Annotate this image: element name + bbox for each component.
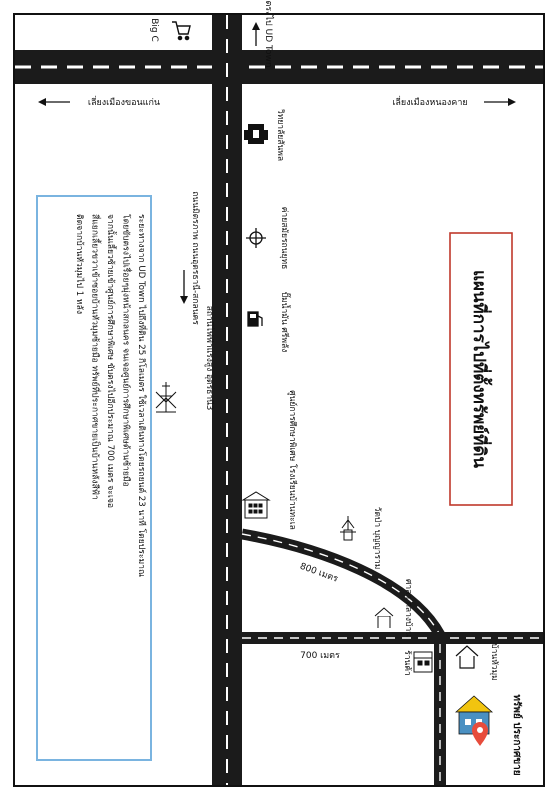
shop-label: ร้านค้า [402, 650, 412, 676]
khonkaen-direction [40, 95, 160, 108]
highway-road [15, 50, 543, 84]
big-c-landmark [149, 18, 190, 42]
location-pin-icon [472, 722, 488, 746]
road-name-label: ถนนมิตรภาพ ถนนอุดรธานี-สกลนคร [190, 191, 200, 325]
shop-icon [414, 652, 432, 672]
directions-line: ติดจากบ้านหัวมุมไป 1 หลัง [74, 214, 84, 315]
corner-house-label: บ้านหัวมุม [489, 643, 499, 681]
property-lane [434, 632, 446, 785]
house-icon [456, 646, 478, 668]
page-title: แผนที่การไปที่ตั้งทรัพย์ที่ดิน [469, 270, 489, 468]
gas-label: ปั๊มน้ำมัน ศรีพลัง [279, 291, 289, 353]
shopping-cart-icon [172, 22, 190, 40]
distance-800-label: 800 เมตร [298, 561, 340, 585]
corner-house-landmark [456, 643, 500, 681]
khonkaen-label: เลี่ยงเมืองขอนแก่น [87, 98, 161, 108]
nongkhai-direction [392, 95, 514, 108]
temple-icon [340, 516, 356, 540]
main-road [212, 15, 242, 785]
directions-line: ระยะทางจาก UD Town ไปถึงที่ดิน 25 กิโลเมตร ใช้เวลาเดินทางโดยรถยนต์ 23 นาที โดยประมาณ [136, 214, 146, 577]
big-c-label: Big C [149, 18, 159, 42]
nongkhai-label: เลี่ยงเมืองหนองคาย [392, 98, 468, 108]
property-landmark [456, 694, 523, 775]
road-name [184, 191, 201, 325]
school-label: ศูนย์การศึกษาพิเศษ โรงเรียนบ้านทะเล [287, 390, 297, 530]
property-label: ทรัพย์ ประกาศขาย [511, 694, 522, 776]
substation-label: สถานีไฟฟ้าแรงสูง อุดรธานี3 [204, 305, 214, 411]
substation-landmark [156, 306, 215, 412]
shrine-label: ศาลา กลางบ้าน [403, 578, 413, 638]
shrine-icon [375, 608, 393, 628]
college-landmark [244, 109, 285, 161]
power-tower-icon [156, 382, 176, 412]
soi-road [242, 632, 543, 644]
directions-line: จากนั้นเลี้ยวซ้ายเข้าศูนย์การศึกษาพิเศษ ขับตรงไปอีกประมาณ 700 เมตร จะเจอ [105, 214, 115, 509]
camp-landmark [246, 207, 289, 270]
college-icon [244, 124, 268, 144]
crosshair-icon [246, 228, 266, 248]
temple-label: วัดป่า บุญญาราม [372, 506, 382, 570]
map-title [450, 233, 512, 505]
camp-label: ค่ายสมัยรถนยุทธ [279, 206, 289, 270]
distance-700-label: 700 เมตร [300, 651, 340, 661]
shop-landmark [402, 650, 432, 676]
ud-town-label: ตรงไป UD Town [263, 0, 273, 68]
gas-pump-icon [248, 312, 262, 326]
directions-line: สี่แยกเลี้ยวขวาเข้าซอยบ้านหัวมุมซ้ายมือ ทรัพย์ที่ประกาศขายเป็นบ้านหลังสีฟ้า [89, 214, 100, 500]
directions-line: โดยขับตรงไปเรื่อยๆมุ่งหน้าสกลนคร จนเจอศูนย์การศึกษาพิเศษด้านซ้ายมือ [120, 214, 131, 487]
school-icon [243, 492, 269, 518]
college-label: วิทยาลัยสันพล [275, 108, 285, 162]
school-landmark [243, 390, 298, 530]
gas-landmark [248, 292, 292, 353]
directions-box [37, 196, 151, 760]
